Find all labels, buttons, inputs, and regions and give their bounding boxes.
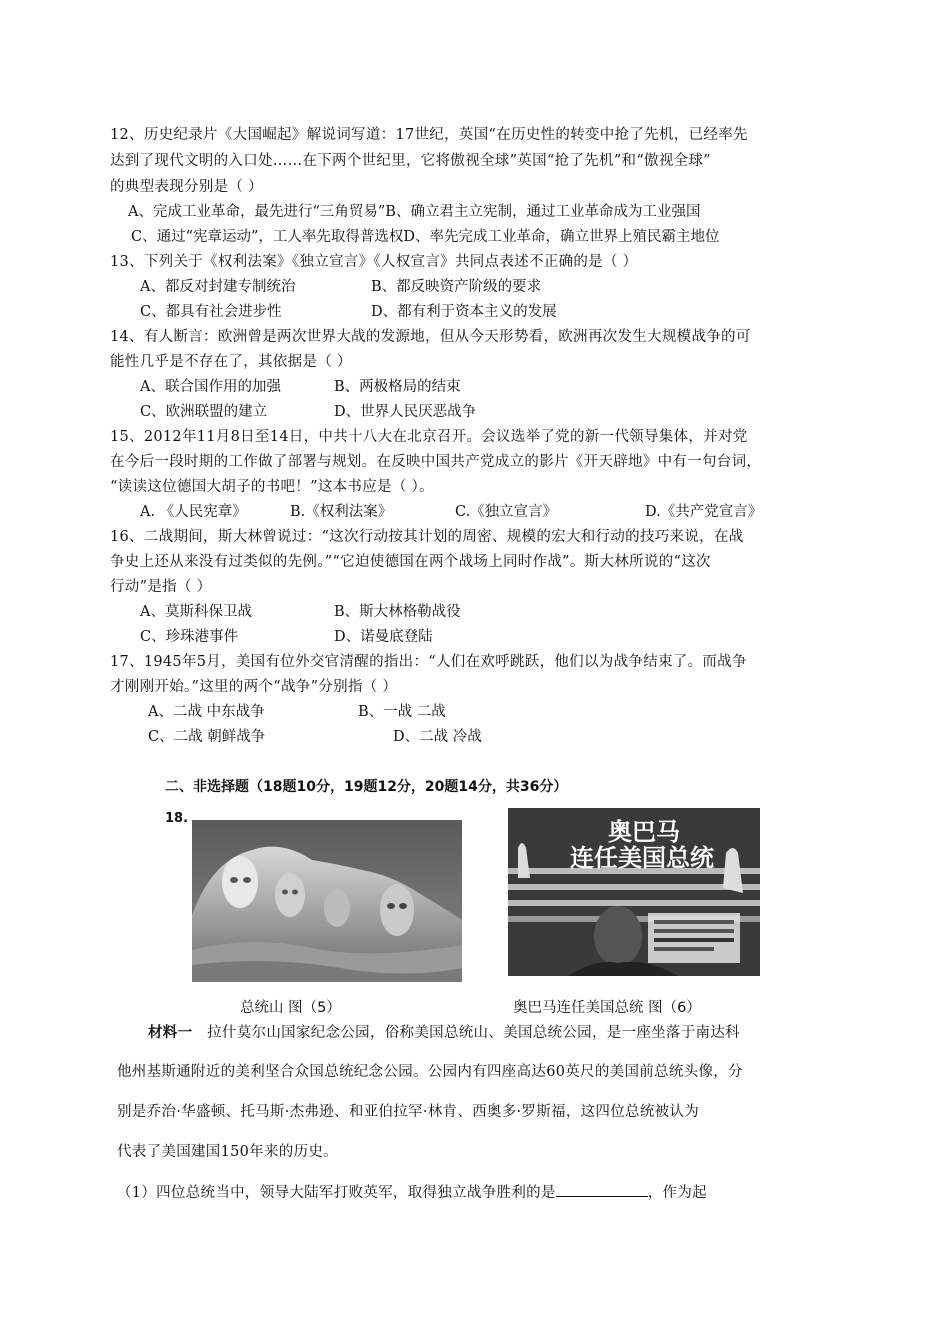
q15-line-2: 在今后一段时期的工作做了部署与规划。在反映中国共产党成立的影片《开天辟地》中有一句台词， (110, 454, 762, 470)
q16-option-a: A、莫斯科保卫战 (140, 604, 252, 620)
q16-line-3: 行动”是指（ ） (110, 579, 212, 595)
material-1-text-1: 拉什莫尔山国家纪念公园，俗称美国总统山、美国总统公园，是一座坐落于南达科 (207, 1025, 740, 1041)
q14-line-1: 14、有人断言：欧洲曾是两次世界大战的发源地，但从今天形势看，欧洲再次发生大规模战争的可 (110, 329, 751, 345)
q17-option-d: D、二战 冷战 (393, 729, 482, 745)
mount-rushmore-photo (192, 820, 462, 982)
q18-number: 18. (165, 811, 189, 826)
q14-option-b: B、两极格局的结束 (334, 379, 461, 395)
q14-option-c: C、欧洲联盟的建立 (140, 404, 268, 420)
q18-sub-1-text: （1）四位总统当中，领导大陆军打败英军，取得独立战争胜利的是 (117, 1185, 556, 1201)
q18-sub-1-tail: ，作为起 (647, 1185, 707, 1201)
q14-option-a: A、联合国作用的加强 (140, 379, 281, 395)
q16-option-c: C、珍珠港事件 (140, 629, 239, 645)
q13-option-d: D、都有利于资本主义的发展 (371, 304, 557, 320)
q12-line-3: 的典型表现分别是（ ） (110, 179, 263, 195)
mount-rushmore-image (192, 820, 462, 982)
q17-option-a: A、二战 中东战争 (148, 704, 265, 720)
q13-option-a: A、都反对封建专制统治 (140, 279, 296, 295)
q16-option-d: D、诺曼底登陆 (334, 629, 433, 645)
q18-sub-1 (117, 1180, 707, 1204)
q17-option-c: C、二战 朝鲜战争 (148, 729, 266, 745)
q17-option-b: B、一战 二战 (358, 704, 446, 720)
q12-options-ab: A、完成工业革命，最先进行“三角贸易”B、确立君主立宪制，通过工业革命成为工业强国 (128, 204, 701, 220)
obama-overlay-title: 奥巴马 (608, 818, 680, 846)
q15-line-3: “读读这位德国大胡子的书吧！”这本书应是（ ）。 (110, 479, 434, 495)
q15-option-c: C.《独立宣言》 (455, 504, 558, 520)
q12-line-1: 12、历史纪录片《大国崛起》解说词写道：17世纪，英国“在历史性的转变中抢了先机，已经率先 (110, 127, 748, 143)
section-2-heading: 二、非选择题（18题10分，19题12分，20题14分，共36分） (165, 779, 568, 795)
q17-line-1: 17、1945年5月，美国有位外交官清醒的指出：“人们在欢呼跳跃，他们以为战争结束了。而战争 (110, 654, 747, 670)
figure-5-caption: 总统山 图（5） (240, 1000, 341, 1016)
q14-line-2: 能性几乎是不存在了，其依据是（ ） (110, 354, 352, 370)
q15-option-b: B.《权利法案》 (290, 504, 393, 520)
q12-options-cd: C、通过“宪章运动”，工人率先取得普选权D、率先完成工业革命，确立世界上殖民霸主地位 (131, 229, 720, 245)
q15-option-a: A. 《人民宪章》 (140, 504, 247, 520)
material-1-line-4: 代表了美国建国150年来的历史。 (117, 1144, 338, 1160)
q16-option-b: B、斯大林格勒战役 (334, 604, 461, 620)
material-1-line-2: 他州基斯通附近的美利坚合众国总统纪念公园。公园内有四座高达60英尺的美国前总统头像，分 (117, 1064, 743, 1080)
material-1-line-3: 别是乔治·华盛顿、托马斯·杰弗逊、和亚伯拉罕·林肯、西奥多·罗斯福，这四位总统被认为 (117, 1104, 700, 1120)
obama-reelection-photo (508, 808, 760, 976)
q15-option-d: D.《共产党宣言》 (645, 504, 763, 520)
figure-6-caption: 奥巴马连任美国总统 图（6） (513, 1000, 701, 1016)
q15-line-1: 15、2012年11月8日至14日，中共十八大在北京召开。会议选举了党的新一代领导集体，并对党 (110, 429, 748, 445)
q13-option-c: C、都具有社会进步性 (140, 304, 282, 320)
obama-overlay-subtitle: 连任美国总统 (570, 844, 714, 872)
q17-line-2: 才刚刚开始。”这里的两个“战争”分别指（ ） (110, 679, 398, 695)
q13-option-b: B、都反映资产阶级的要求 (371, 279, 542, 295)
material-1-line-1 (148, 1022, 740, 1044)
q16-line-1: 16、二战期间，斯大林曾说过：“这次行动按其计划的周密、规模的宏大和行动的技巧来说，在战 (110, 529, 744, 545)
material-1-label: 材料一 (148, 1025, 193, 1041)
q13-line-1: 13、下列关于《权利法案》《独立宣言》《人权宣言》共同点表述不正确的是（ ） (110, 254, 638, 270)
q14-option-d: D、世界人民厌恶战争 (334, 404, 477, 420)
answer-blank[interactable] (556, 1180, 648, 1197)
q16-line-2: 争史上还从来没有过类似的先例。”“它迫使德国在两个战场上同时作战”。斯大林所说的“这次 (110, 554, 711, 570)
q12-line-2: 达到了现代文明的入口处……在下两个世纪里，它将傲视全球”英国“抢了先机”和“傲视全球” (110, 153, 711, 169)
